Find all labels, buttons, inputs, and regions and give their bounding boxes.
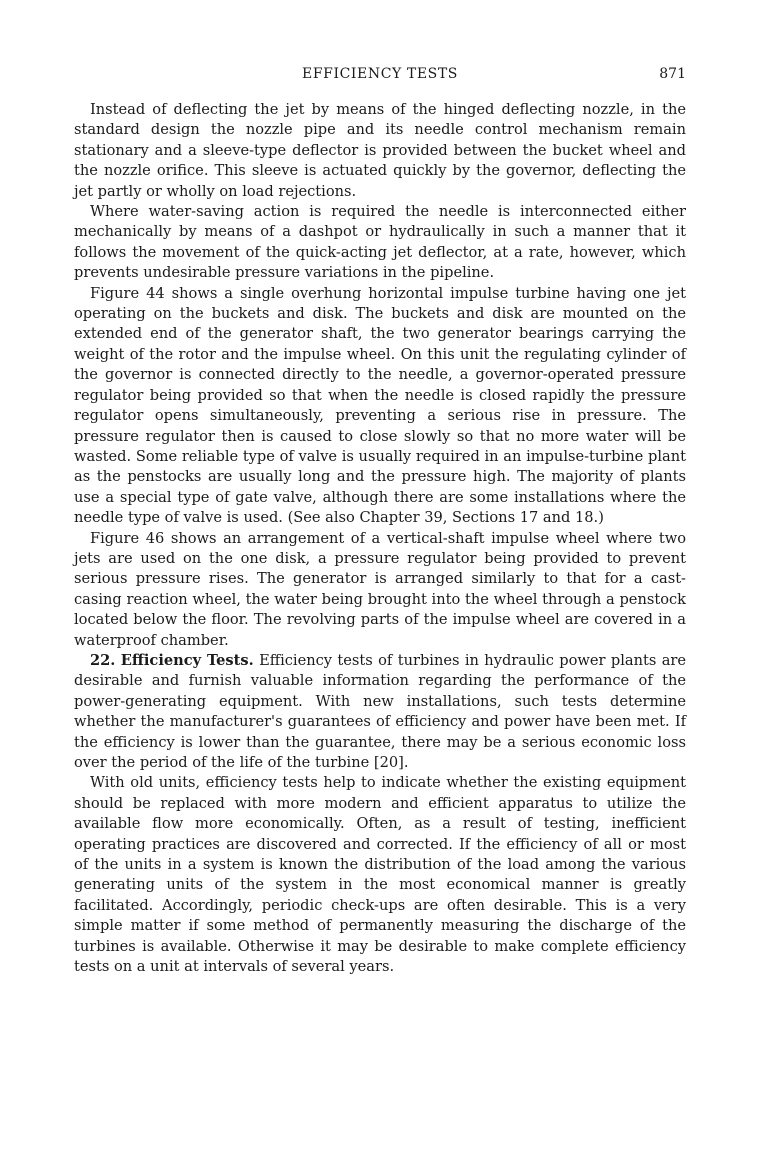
paragraph-water-saving: Where water-saving action is required the needle is interconnected either mechanically by means of a dashpot or hydraulically in such a manner that it follows the movement of the quick-acting jet deflector, at a rate, however, which prevents undesirable pressure variations in the pipeline. xyxy=(74,203,686,282)
section-title: Efficiency Tests. xyxy=(120,651,254,669)
section-22-paragraph xyxy=(74,651,686,773)
paragraph-old-units: With old units, efficiency tests help to indicate whether the existing equipment should be replaced with more modern and efficient apparatus to utilize the available flow more economically. Often, as a result of testing, inefficient operating practices are discovered and corrected. If the efficiency of all or most of the units in a system is known the distribution of the load among the various generating units of the system in the most economical manner is greatly facilitated. Accordingly, periodic check-ups are often desirable. This is a very simple matter if some method of permanently measuring the discharge of the turbines is available. Otherwise it may be desirable to make complete efficiency tests on a unit at intervals of several years. xyxy=(74,774,686,976)
page-number: 871 xyxy=(659,66,686,82)
book-page xyxy=(74,64,686,977)
paragraph-sleeve-deflector: Instead of deflecting the jet by means of the hinged deflecting nozzle, in the standard design the nozzle pipe and its needle control mechanism remain stationary and a sleeve-type deflector is provided between the bucket wheel and the nozzle orifice. This sleeve is actuated quickly by the governor, deflecting the jet partly or wholly on load rejections. xyxy=(74,101,686,200)
page-header xyxy=(74,64,686,90)
paragraph-figure-44: Figure 44 shows a single overhung horizontal impulse turbine having one jet operating on the buckets and disk. The buckets and disk are mounted on the extended end of the generator shaft, the two generator bearings carrying the weight of the rotor and the impulse wheel. On this unit the regulating cylinder of the governor is connected directly to the needle, a governor-operated pressure regulator being provided so that when the needle is closed rapidly the pressure regulator opens simultaneously, preventing a serious rise in pressure. The pressure regulator then is caused to close slowly so that no more water will be wasted. Some reliable type of valve is usually required in an impulse-turbine plant as the penstocks are usually long and the pressure high. The majority of plants use a special type of gate valve, although there are some installations where the needle type of valve is used. (See also Chapter 39, Sections 17 and 18.) xyxy=(74,284,686,527)
running-head: EFFICIENCY TESTS xyxy=(302,66,458,82)
section-number: 22. xyxy=(90,651,116,669)
paragraph-figure-46: Figure 46 shows an arrangement of a vertical-shaft impulse wheel where two jets are used on the one disk, a pressure regulator being provided to prevent serious pressure rises. The generator is arranged similarly to that for a cast-casing reaction wheel, the water being brought into the wheel through a penstock located below the floor. The revolving parts of the impulse wheel are covered in a waterproof chamber. xyxy=(74,529,686,649)
section-intro-text: Efficiency tests of turbines in hydraulic power plants are desirable and furnish valuable information regarding the performance of the power-generating equipment. With new installations, such tests determine whether the manufacturer's guarantees of efficiency and power have been met. If the efficiency is lower than the guarantee, there may be a serious economic loss over the period of the life of the turbine [20]. xyxy=(74,651,687,771)
